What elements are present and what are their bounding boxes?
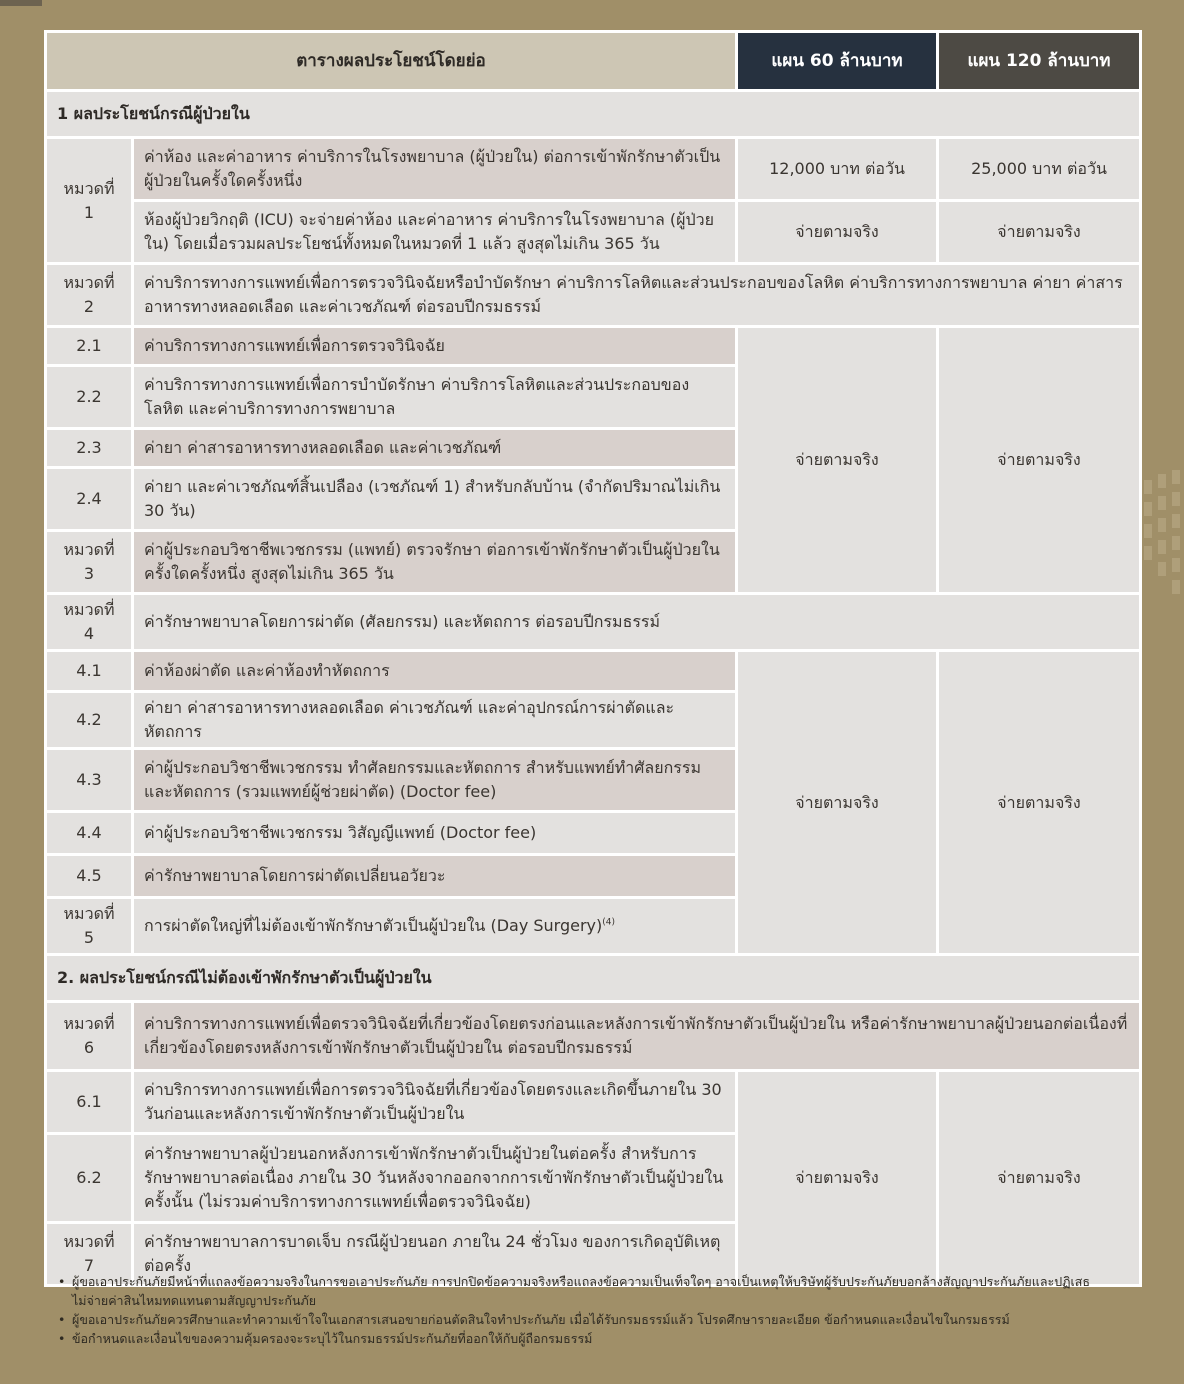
item-desc: ค่าบริการทางการแพทย์เพื่อการตรวจวินิจฉัย [133, 327, 737, 366]
category-1-label: หมวดที่ 1 [46, 138, 133, 264]
item-desc: ค่ายา ค่าสารอาหารทางหลอดเลือด และค่าเวชภัณฑ์ [133, 429, 737, 468]
category-5-desc-cell [133, 898, 737, 955]
category-4-5-plan60: จ่ายตามจริง [737, 651, 938, 955]
category-2-3-plan120: จ่ายตามจริง [938, 327, 1141, 594]
item-number: 4.1 [46, 651, 133, 692]
table-row [46, 594, 1141, 651]
item-number: 4.5 [46, 855, 133, 898]
item-number: 2.3 [46, 429, 133, 468]
plan-120-header: แผน 120 ล้านบาท [938, 32, 1141, 91]
category-2-3-plan60: จ่ายตามจริง [737, 327, 938, 594]
item-number: 6.1 [46, 1071, 133, 1134]
note-item: • ผู้ขอเอาประกันภัยควรศึกษาและทำความเข้าใจในเอกสารเสนอขายก่อนตัดสินใจทำประกันภัย เมื่อได้รับกรมธรรม์แล้ว โปรดศึกษารายละเอียด ข้อกำหนดและเงื่อนไขในกรมธรรม์ [58, 1310, 1098, 1329]
category-1-icu-desc: ห้องผู้ป่วยวิกฤติ (ICU) จะจ่ายค่าห้อง และค่าอาหาร ค่าบริการในโรงพยาบาล (ผู้ป่วยใน) โดยเมื่อรวมผลประโยชน์ทั้งหมดในหมวดที่ 1 แล้ว สูงสุดไม่เกิน 365 วัน [133, 201, 737, 264]
item-desc: ค่ายา ค่าสารอาหารทางหลอดเลือด ค่าเวชภัณฑ์ และค่าอุปกรณ์การผ่าตัดและหัตถการ [133, 692, 737, 749]
table-row [46, 138, 1141, 201]
item-number: 2.4 [46, 468, 133, 531]
category-3-label: หมวดที่ 3 [46, 531, 133, 594]
category-2-desc: ค่าบริการทางการแพทย์เพื่อการตรวจวินิจฉัยหรือบำบัดรักษา ค่าบริการโลหิตและส่วนประกอบของโลหิต ค่าบริการทางการพยาบาล ค่ายา ค่าสารอาหารทางหลอดเลือด และค่าเวชภัณฑ์ ต่อรอบปีกรมธรรม์ [133, 264, 1141, 327]
item-number: 4.2 [46, 692, 133, 749]
plan-60-header: แผน 60 ล้านบาท [737, 32, 938, 91]
category-5-desc: การผ่าตัดใหญ่ที่ไม่ต้องเข้าพักรักษาตัวเป็นผู้ป่วยใน (Day Surgery) [144, 916, 603, 935]
table-row [46, 264, 1141, 327]
table-title: ตารางผลประโยชน์โดยย่อ [46, 32, 737, 91]
table-row [46, 1071, 1141, 1134]
category-4-5-plan120: จ่ายตามจริง [938, 651, 1141, 955]
category-3-desc: ค่าผู้ประกอบวิชาชีพเวชกรรม (แพทย์) ตรวจรักษา ต่อการเข้าพักรักษาตัวเป็นผู้ป่วยในครั้งใดครั้งหนึ่ง สูงสุดไม่เกิน 365 วัน [133, 531, 737, 594]
note-item: • ข้อกำหนดและเงื่อนไขของความคุ้มครองจะระบุไว้ในกรมธรรม์ประกันภัยที่ออกให้กับผู้ถือกรมธรรม์ [58, 1329, 1098, 1348]
corner-mark [0, 0, 42, 6]
item-number: 4.4 [46, 812, 133, 855]
category-6-label: หมวดที่ 6 [46, 1002, 133, 1071]
table-row [46, 327, 1141, 366]
category-1-icu-plan120: จ่ายตามจริง [938, 201, 1141, 264]
category-1-room-plan60: 12,000 บาท ต่อวัน [737, 138, 938, 201]
benefits-table [44, 30, 1142, 1287]
table-row [46, 1002, 1141, 1071]
category-7-label: หมวดที่ 7 [46, 1223, 133, 1286]
category-6-desc: ค่าบริการทางการแพทย์เพื่อตรวจวินิจฉัยที่เกี่ยวข้องโดยตรงก่อนและหลังการเข้าพักรักษาตัวเป็นผู้ป่วยใน หรือค่ารักษาพยาบาลผู้ป่วยนอกต่อเนื่องที่เกี่ยวข้องโดยตรงหลังการเข้าพักรักษาตัวเป็นผู้ป่วยใน ต่อรอบปีกรมธรรม์ [133, 1002, 1141, 1071]
item-number: 4.3 [46, 749, 133, 812]
category-1-icu-plan60: จ่ายตามจริง [737, 201, 938, 264]
table-row [46, 201, 1141, 264]
note-item: • ผู้ขอเอาประกันภัยมีหน้าที่แถลงข้อความจริงในการขอเอาประกันภัย การปกปิดข้อความจริงหรือแถลงข้อความเป็นเท็จใดๆ อาจเป็นเหตุให้บริษัทผู้รับประกันภัยบอกล้างสัญญาประกันภัยและปฏิเสธไม่จ่ายค่าสินไหมทดแทนตามสัญญาประกันภัย [58, 1272, 1098, 1310]
category-7-desc: ค่ารักษาพยาบาลการบาดเจ็บ กรณีผู้ป่วยนอก ภายใน 24 ชั่วโมง ของการเกิดอุบัติเหตุต่อครั้ง [133, 1223, 737, 1286]
section-row [46, 91, 1141, 138]
section-row [46, 955, 1141, 1002]
disclaimer-notes [58, 1272, 1098, 1348]
category-2-label: หมวดที่ 2 [46, 264, 133, 327]
item-desc: ค่าผู้ประกอบวิชาชีพเวชกรรม ทำศัลยกรรมและหัตถการ สำหรับแพทย์ทำศัลยกรรมและหัตถการ (รวมแพทย์ผู้ช่วยผ่าตัด) (Doctor fee) [133, 749, 737, 812]
decorative-pattern-icon [1138, 470, 1184, 630]
item-desc: ค่ายา และค่าเวชภัณฑ์สิ้นเปลือง (เวชภัณฑ์ 1) สำหรับกลับบ้าน (จำกัดปริมาณไม่เกิน 30 วัน) [133, 468, 737, 531]
item-desc: ค่ารักษาพยาบาลโดยการผ่าตัดเปลี่ยนอวัยวะ [133, 855, 737, 898]
section-1-title: 1 ผลประโยชน์กรณีผู้ป่วยใน [46, 91, 1141, 138]
item-desc: ค่ารักษาพยาบาลผู้ป่วยนอกหลังการเข้าพักรักษาตัวเป็นผู้ป่วยในต่อครั้ง สำหรับการรักษาพยาบาลต่อเนื่อง ภายใน 30 วันหลังจากออกจากการเข้าพักรักษาตัวเป็นผู้ป่วยในครั้งนั้น (ไม่รวมค่าบริการทางการแพทย์เพื่อตรวจวินิจฉัย) [133, 1134, 737, 1223]
table-header-row [46, 32, 1141, 91]
category-1-room-plan120: 25,000 บาท ต่อวัน [938, 138, 1141, 201]
item-desc: ค่าบริการทางการแพทย์เพื่อการตรวจวินิจฉัยที่เกี่ยวข้องโดยตรงและเกิดขึ้นภายใน 30 วันก่อนและหลังการเข้าพักรักษาตัวเป็นผู้ป่วยใน [133, 1071, 737, 1134]
category-4-desc: ค่ารักษาพยาบาลโดยการผ่าตัด (ศัลยกรรม) และหัตถการ ต่อรอบปีกรมธรรม์ [133, 594, 1141, 651]
item-number: 2.2 [46, 366, 133, 429]
footnote-ref: (4) [602, 917, 616, 928]
item-number: 6.2 [46, 1134, 133, 1223]
item-desc: ค่าบริการทางการแพทย์เพื่อการบำบัดรักษา ค่าบริการโลหิตและส่วนประกอบของโลหิต และค่าบริการทางการพยาบาล [133, 366, 737, 429]
category-6-7-plan120: จ่ายตามจริง [938, 1071, 1141, 1286]
category-4-label: หมวดที่ 4 [46, 594, 133, 651]
category-6-7-plan60: จ่ายตามจริง [737, 1071, 938, 1286]
section-2-title: 2. ผลประโยชน์กรณีไม่ต้องเข้าพักรักษาตัวเป็นผู้ป่วยใน [46, 955, 1141, 1002]
item-desc: ค่าผู้ประกอบวิชาชีพเวชกรรม วิสัญญีแพทย์ (Doctor fee) [133, 812, 737, 855]
table-row [46, 651, 1141, 692]
category-5-label: หมวดที่ 5 [46, 898, 133, 955]
item-number: 2.1 [46, 327, 133, 366]
item-desc: ค่าห้องผ่าตัด และค่าห้องทำหัตถการ [133, 651, 737, 692]
category-1-room-desc: ค่าห้อง และค่าอาหาร ค่าบริการในโรงพยาบาล (ผู้ป่วยใน) ต่อการเข้าพักรักษาตัวเป็นผู้ป่วยในครั้งใดครั้งหนึ่ง [133, 138, 737, 201]
